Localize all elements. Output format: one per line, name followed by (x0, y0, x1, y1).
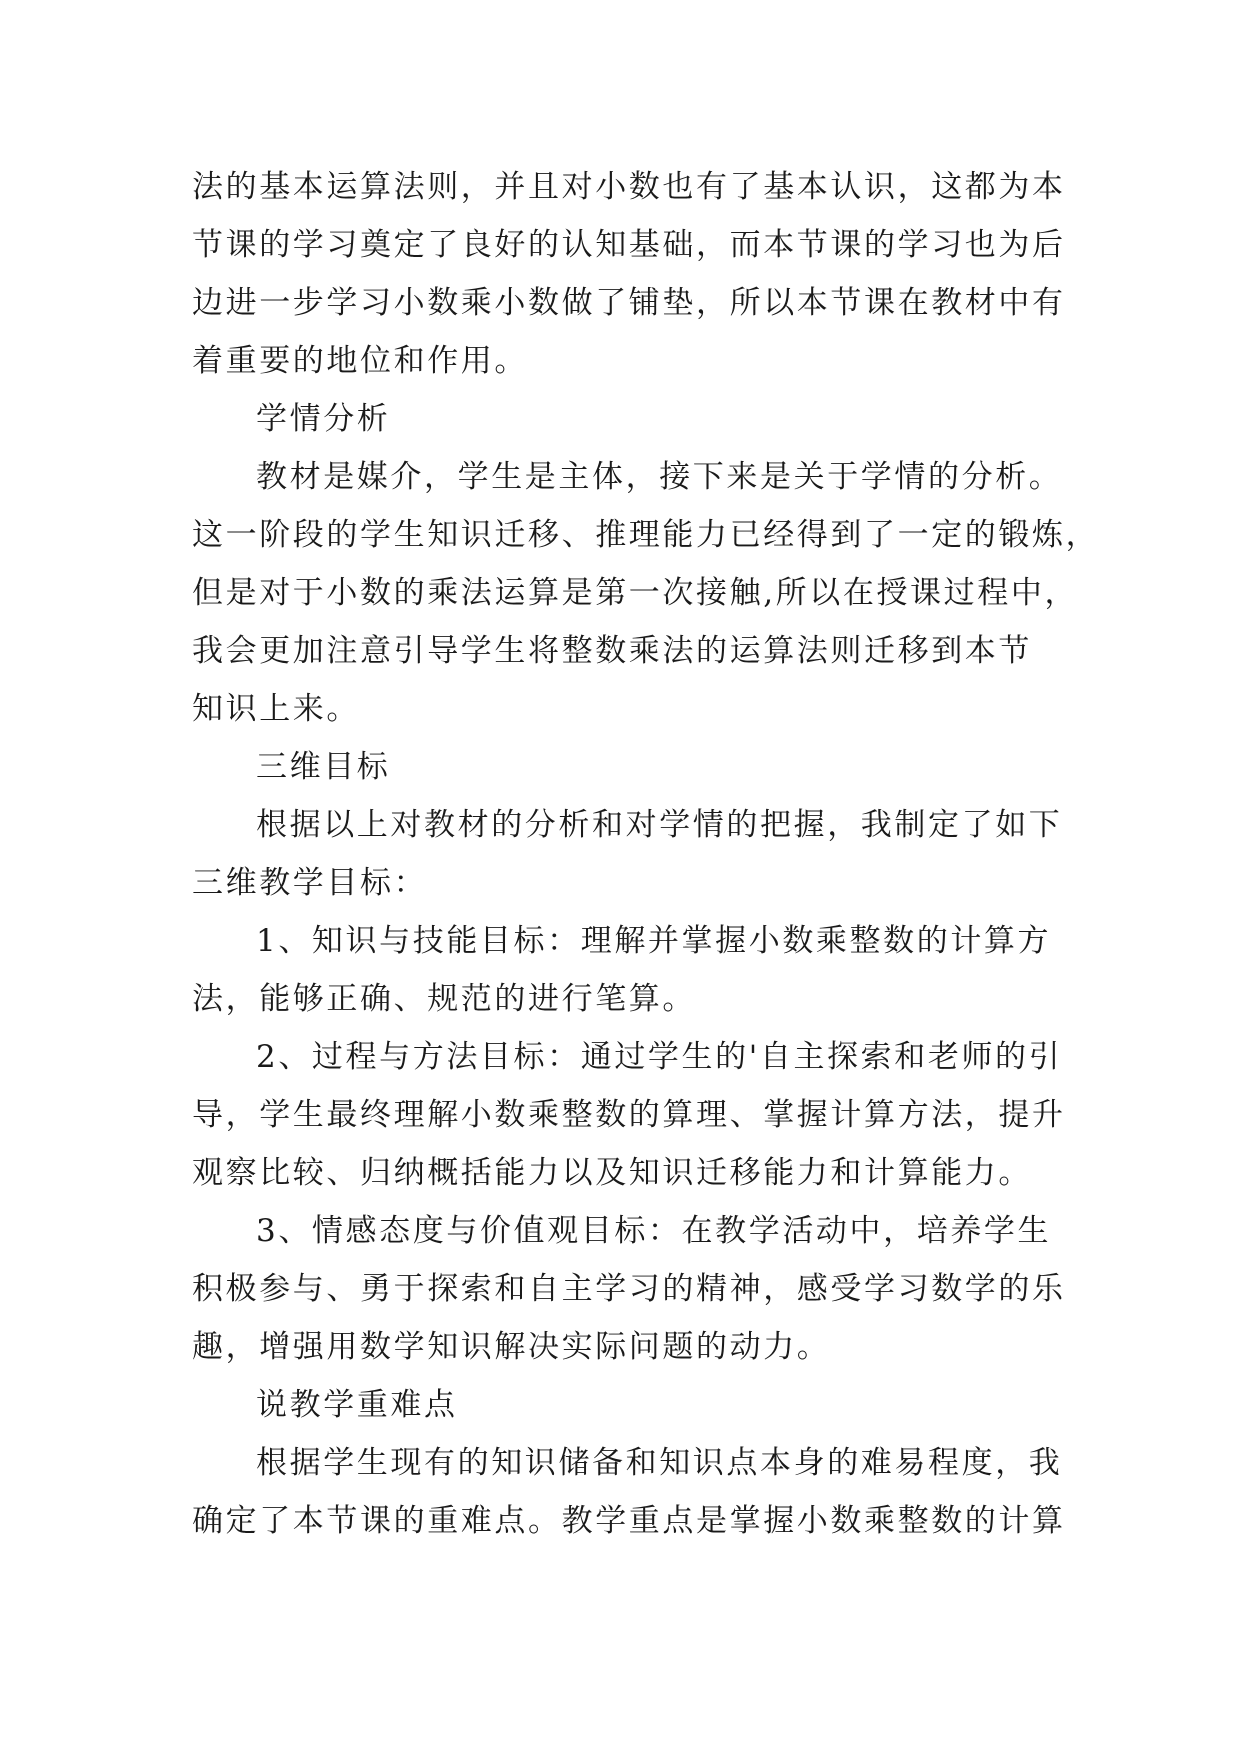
paragraph-start: 教材是媒介，学生是主体，接下来是关于学情的分析。 (256, 459, 1063, 495)
text-line: 着重要的地位和作用。 (192, 343, 528, 379)
text-line: 边进一步学习小数乘小数做了铺垫，所以本节课在教材中有 (192, 285, 1066, 321)
text-line: 导，学生最终理解小数乘整数的算理、掌握计算方法，提升 (192, 1097, 1066, 1133)
document-body (192, 158, 1100, 1550)
text-line: 积极参与、勇于探索和自主学习的精神，感受学习数学的乐 (192, 1271, 1066, 1307)
text-line: 法的基本运算法则，并且对小数也有了基本认识，这都为本 (192, 169, 1066, 205)
text-line: 确定了本节课的重难点。教学重点是掌握小数乘整数的计算 (192, 1503, 1066, 1539)
section-heading-learning-analysis: 学情分析 (256, 401, 391, 437)
paragraph-start: 根据以上对教材的分析和对学情的把握，我制定了如下 (256, 807, 1063, 843)
text-line: 法，能够正确、规范的进行笔算。 (192, 981, 696, 1017)
text-line: 我会更加注意引导学生将整数乘法的运算法则迁移到本节 (192, 633, 1032, 669)
text-line: 知识上来。 (192, 691, 360, 727)
goal-item-3: 3、情感态度与价值观目标：在教学活动中，培养学生 (256, 1213, 1052, 1249)
text-line: 三维教学目标： (192, 865, 428, 901)
goal-item-2: 2、过程与方法目标：通过学生的'自主探索和老师的引 (256, 1039, 1063, 1075)
paragraph-start: 根据学生现有的知识储备和知识点本身的难易程度，我 (256, 1445, 1063, 1481)
text-line: 观察比较、归纳概括能力以及知识迁移能力和计算能力。 (192, 1155, 1032, 1191)
section-heading-three-dimensional-goals: 三维目标 (256, 749, 391, 785)
goal-item-1: 1、知识与技能目标：理解并掌握小数乘整数的计算方 (256, 923, 1052, 959)
text-line: 但是对于小数的乘法运算是第一次接触,所以在授课过程中， (192, 575, 1079, 611)
text-line: 趣，增强用数学知识解决实际问题的动力。 (192, 1329, 831, 1365)
text-line: 这一阶段的学生知识迁移、推理能力已经得到了一定的锻炼， (192, 517, 1100, 553)
section-heading-key-difficulties: 说教学重难点 (256, 1387, 458, 1423)
text-line: 节课的学习奠定了良好的认知基础，而本节课的学习也为后 (192, 227, 1066, 263)
